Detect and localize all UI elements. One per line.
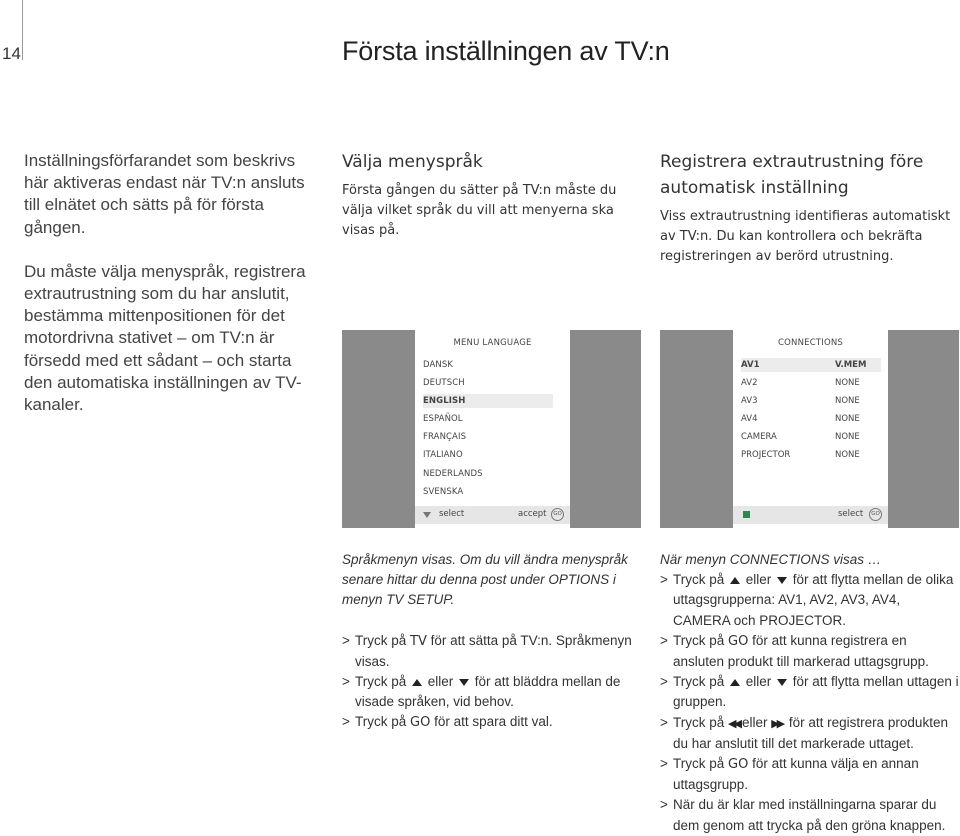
footer-select-label: select bbox=[838, 509, 864, 519]
fast-forward-icon: ▶▶ bbox=[771, 717, 783, 730]
connections-instructions bbox=[660, 550, 960, 836]
up-arrow-icon bbox=[412, 679, 422, 686]
language-step-2: > Tryck på eller för att bläddra mellan de visade språken, vid behov. bbox=[342, 674, 621, 710]
language-option-nederlands[interactable]: NEDERLANDS bbox=[423, 469, 483, 479]
connection-row-av1[interactable] bbox=[741, 358, 881, 372]
connection-device: NONE bbox=[835, 378, 860, 388]
green-button-icon bbox=[743, 511, 750, 518]
connections-step-4: > Tryck på ◀◀ eller ▶▶ för att registrera produkten du har anslutit till det markerade uttaget. bbox=[660, 714, 948, 751]
up-arrow-icon bbox=[730, 577, 740, 584]
connection-row-av4[interactable] bbox=[741, 412, 881, 426]
rewind-icon: ◀◀ bbox=[728, 717, 739, 730]
go-button-icon: GO bbox=[551, 508, 564, 521]
connection-device: V.MEM bbox=[835, 360, 867, 370]
page-number: 14 bbox=[2, 44, 21, 63]
connections-panel bbox=[733, 330, 888, 528]
language-option-francais[interactable]: FRANÇAIS bbox=[423, 432, 467, 442]
connections-step-2: > Tryck på GO för att kunna registrera en ansluten produkt till markerad uttagsgrupp. bbox=[660, 632, 929, 670]
connections-section bbox=[660, 149, 960, 267]
connections-heading: Registrera extrautrustning före automatisk inställning bbox=[660, 152, 924, 198]
menu-language-footer bbox=[415, 506, 570, 524]
language-option-italiano[interactable]: ITALIANO bbox=[423, 450, 463, 460]
footer-select-label: select bbox=[439, 509, 465, 519]
tv-screen-connections bbox=[660, 330, 959, 528]
connection-device: NONE bbox=[835, 450, 860, 460]
connections-step-3: > Tryck på eller för att flytta mellan uttagen i gruppen. bbox=[660, 674, 959, 710]
language-step-1: > Tryck på TV för att sätta på TV:n. Språkmenyn visas. bbox=[342, 632, 632, 669]
down-arrow-icon bbox=[777, 679, 787, 686]
intro-paragraph-2: Du måste välja menyspråk, registrera extrautrustning som du har anslutit, bestämma mittenpositionen för det motordrivna stativet – om TV:n är försedd med ett sådant – och starta den automatiska inställningen av TV-kanaler. bbox=[24, 261, 306, 415]
intro-text bbox=[24, 150, 324, 416]
language-option-espanol[interactable]: ESPAÑOL bbox=[423, 414, 463, 424]
menu-language-panel bbox=[415, 330, 570, 528]
connection-device: NONE bbox=[835, 396, 860, 406]
connections-title: CONNECTIONS bbox=[778, 338, 843, 348]
connection-row-av2[interactable] bbox=[741, 376, 881, 390]
connection-input: AV4 bbox=[741, 414, 758, 424]
connection-input: AV2 bbox=[741, 378, 758, 388]
menu-language-title: MENU LANGUAGE bbox=[453, 338, 532, 348]
language-section bbox=[342, 149, 632, 241]
down-arrow-icon bbox=[459, 679, 469, 686]
connections-step-6: > När du är klar med inställningarna sparar du dem genom att trycka på den gröna knappen. bbox=[660, 797, 946, 833]
header-divider bbox=[22, 0, 23, 60]
connections-step-5: > Tryck på GO för att kunna välja en annan uttagsgrupp. bbox=[660, 756, 919, 793]
connection-input: PROJECTOR bbox=[741, 450, 791, 460]
connection-input: AV1 bbox=[741, 360, 760, 370]
connection-row-av3[interactable] bbox=[741, 394, 881, 408]
language-option-english[interactable]: ENGLISH bbox=[423, 394, 553, 408]
go-key: GO bbox=[728, 757, 749, 773]
go-key: GO bbox=[728, 633, 749, 649]
connections-lead: När menyn CONNECTIONS visas … bbox=[660, 552, 882, 567]
connection-input: AV3 bbox=[741, 396, 758, 406]
connection-device: NONE bbox=[835, 414, 860, 424]
language-option-svenska[interactable]: SVENSKA bbox=[423, 487, 464, 497]
page-title: Första inställningen av TV:n bbox=[342, 36, 670, 66]
tv-screen-menu-language bbox=[342, 330, 641, 528]
language-note: Språkmenyn visas. Om du vill ändra menyspråk senare hittar du denna post under OPTIONS i menyn TV SETUP. bbox=[342, 552, 628, 608]
language-step-3: > Tryck på GO för att spara ditt val. bbox=[342, 714, 553, 731]
language-body: Första gången du sätter på TV:n måste du välja vilket språk du vill att menyerna ska visas på. bbox=[342, 183, 617, 238]
connection-device: NONE bbox=[835, 432, 860, 442]
connection-row-camera[interactable] bbox=[741, 430, 881, 444]
language-option-dansk[interactable]: DANSK bbox=[423, 360, 454, 370]
connections-step-1: > Tryck på eller för att flytta mellan de olika uttagsgrupperna: AV1, AV2, AV3, AV4, CAMERA och PROJECTOR. bbox=[660, 572, 954, 628]
down-arrow-icon bbox=[423, 512, 431, 518]
go-key: GO bbox=[410, 715, 431, 731]
footer-accept-label: accept bbox=[518, 509, 547, 519]
connections-body: Viss extrautrustning identifieras automatiskt av TV:n. Du kan kontrollera och bekräfta registreringen av berörd utrustning. bbox=[660, 209, 951, 264]
language-heading: Välja menyspråk bbox=[342, 152, 483, 172]
tv-key: TV bbox=[410, 633, 427, 649]
language-instructions bbox=[342, 550, 642, 734]
connection-input: CAMERA bbox=[741, 432, 777, 442]
up-arrow-icon bbox=[730, 679, 740, 686]
go-button-icon: GO bbox=[869, 508, 882, 521]
down-arrow-icon bbox=[777, 577, 787, 584]
intro-paragraph-1: Inställningsförfarandet som beskrivs här aktiveras endast när TV:n ansluts till elnätet och sätts på för första gången. bbox=[24, 151, 305, 237]
language-option-deutsch[interactable]: DEUTSCH bbox=[423, 378, 465, 388]
connections-footer bbox=[733, 506, 888, 524]
connection-row-projector[interactable] bbox=[741, 448, 881, 462]
